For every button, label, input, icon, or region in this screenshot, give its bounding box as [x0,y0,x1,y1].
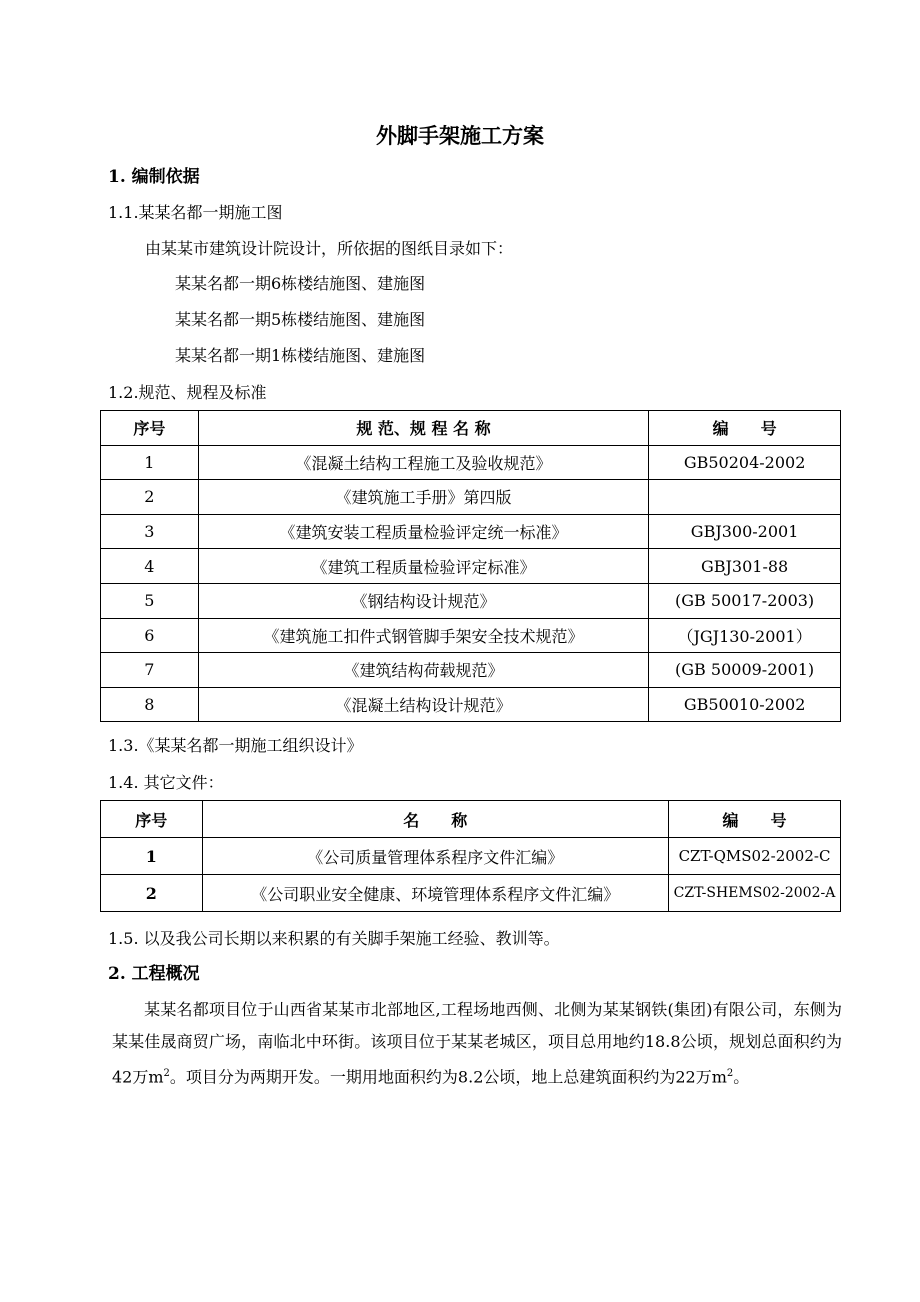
table-cell: 1 [101,838,203,875]
section-1-heading: 1. 编制依据 [108,167,200,187]
table-header-row [101,801,841,838]
superscript: 2 [726,1068,734,1079]
header-cell: 规 范、规 程 名 称 [198,411,648,446]
overview-text-c: 。 [733,1067,750,1087]
header-cell: 编 号 [649,411,841,446]
table-cell: 7 [101,653,199,688]
subsection-1-3: 1.3.《某某名都一期施工组织设计》 [108,736,363,755]
table-cell: 《建筑工程质量检验评定标准》 [198,549,648,584]
table-cell: 《建筑安装工程质量检验评定统一标准》 [198,514,648,549]
drawing-item: 某某名都一期1栋楼结施图、建施图 [175,346,426,365]
table-row [101,514,841,549]
header-cell: 序号 [101,411,199,446]
table-cell: 《公司职业安全健康、环境管理体系程序文件汇编》 [202,875,668,912]
table-cell: GBJ300-2001 [649,514,841,549]
standards-table [100,410,841,722]
table-header-row [101,411,841,446]
table-cell: 4 [101,549,199,584]
subsection-1-4: 1.4. 其它文件： [108,773,224,792]
table-cell: CZT-SHEMS02-2002-A [669,875,841,912]
subsection-1-1-desc: 由某某市建筑设计院设计，所依据的图纸目录如下： [145,239,514,258]
table-cell: （JGJ130-2001） [649,618,841,653]
table-cell [649,480,841,515]
table-row [101,445,841,480]
table-row [101,480,841,515]
table-row [101,618,841,653]
drawing-item: 某某名都一期6栋楼结施图、建施图 [175,274,426,293]
subsection-1-5: 1.5. 以及我公司长期以来积累的有关脚手架施工经验、教训等。 [108,929,560,948]
overview-text-b: 。项目分为两期开发。一期用地面积约为8.2公顷，地上总建筑面积约为22万m [169,1067,727,1087]
table-cell: 2 [101,875,203,912]
table-row [101,687,841,722]
table-cell: 6 [101,618,199,653]
table-cell: 《钢结构设计规范》 [198,583,648,618]
header-cell: 序号 [101,801,203,838]
drawing-item: 某某名都一期5栋楼结施图、建施图 [175,310,426,329]
table-cell: GBJ301-88 [649,549,841,584]
table-cell: 2 [101,480,199,515]
other-documents-table [100,800,841,912]
table-cell: (GB 50009-2001) [649,653,841,688]
header-cell: 编 号 [669,801,841,838]
table-cell: 《混凝土结构工程施工及验收规范》 [198,445,648,480]
document-title: 外脚手架施工方案 [376,123,544,148]
subsection-1-1: 1.1.某某名都一期施工图 [108,203,283,222]
section-2-heading: 2. 工程概况 [108,964,200,984]
header-cell: 名 称 [202,801,668,838]
table-cell: 《建筑结构荷载规范》 [198,653,648,688]
table-cell: 1 [101,445,199,480]
table-cell: CZT-QMS02-2002-C [669,838,841,875]
superscript: 2 [163,1068,170,1079]
table-cell: 5 [101,583,199,618]
table-row [101,583,841,618]
project-overview-paragraph [112,994,842,1093]
table-cell: GB50204-2002 [649,445,841,480]
table-row [101,653,841,688]
table-cell: 8 [101,687,199,722]
table-cell: 《建筑施工扣件式钢管脚手架安全技术规范》 [198,618,648,653]
table-row [101,875,841,912]
table-cell: 《混凝土结构设计规范》 [198,687,648,722]
table-cell: 《建筑施工手册》第四版 [198,480,648,515]
table-cell: 3 [101,514,199,549]
table-row [101,549,841,584]
table-cell: 《公司质量管理体系程序文件汇编》 [202,838,668,875]
table-cell: (GB 50017-2003) [649,583,841,618]
subsection-1-2: 1.2.规范、规程及标准 [108,383,267,402]
table-cell: GB50010-2002 [649,687,841,722]
table-row [101,838,841,875]
overview-text-a: 某某名都项目位于山西省某某市北部地区,工程场地西侧、北侧为某某钢铁(集团)有限公司，东侧为某某佳晟商贸广场，南临北中环街。该项目位于某某老城区，项目总用地约18.8公顷，规划总面积约为42万m [112,1000,842,1087]
